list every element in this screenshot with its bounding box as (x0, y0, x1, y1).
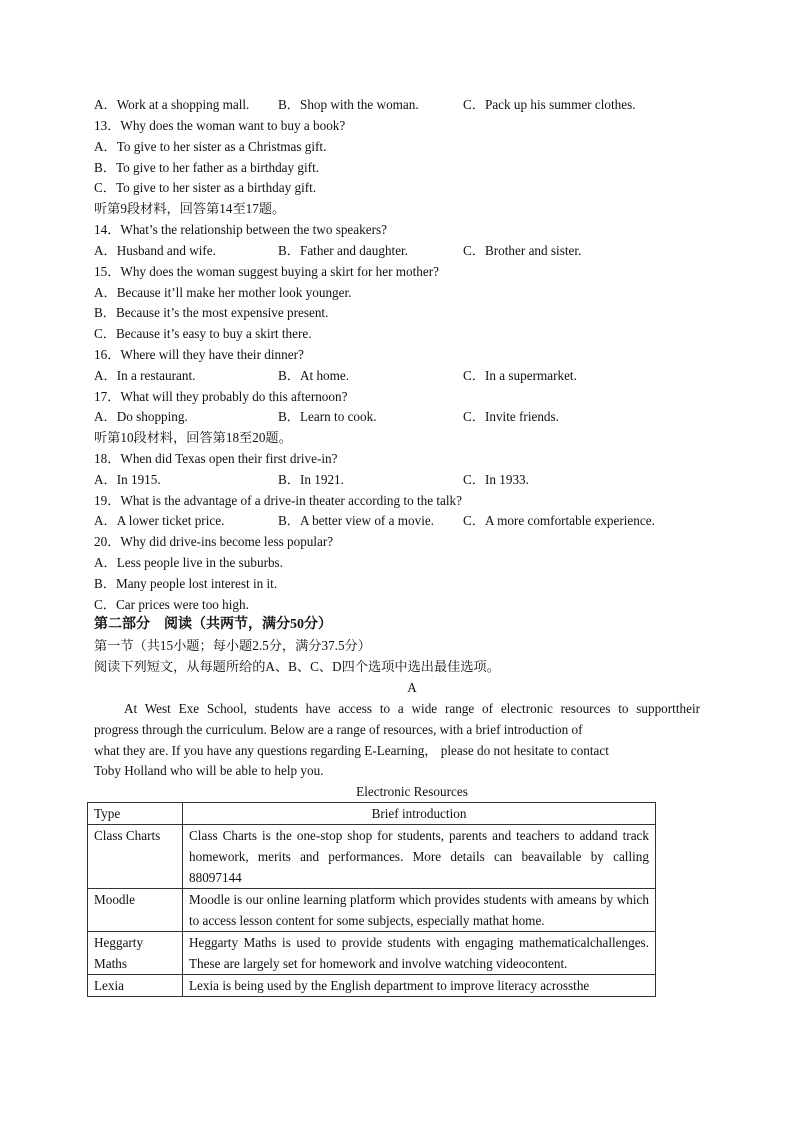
row-type: Class Charts (88, 825, 183, 889)
table-row (88, 932, 656, 975)
table-row (88, 825, 656, 889)
q20-option-a: A．Less people live in the suburbs. (94, 555, 283, 570)
q14-option-c: C．Brother and sister. (463, 243, 582, 258)
q18-option-b: B．In 1921. (278, 472, 344, 487)
q16-option-c: C．In a supermarket. (463, 368, 577, 383)
passage-line-4: Toby Holland who will be able to help you. (94, 763, 324, 778)
q18-option-c: C．In 1933. (463, 472, 529, 487)
q18-stem: 18．When did Texas open their first drive-in? (94, 451, 338, 466)
row-description: Lexia is being used by the English department to improve literacy acrossthe (183, 975, 656, 997)
table-row (88, 889, 656, 932)
section-1-heading: 第一节（共15小题；每小题2.5分，满分37.5分） (94, 638, 371, 653)
q12-option-b: B．Shop with the woman. (278, 97, 419, 112)
table-header-row (88, 803, 656, 825)
q16-stem: 16．Where will they have their dinner? (94, 347, 304, 362)
row-description: Heggarty Maths is used to provide students with engaging mathematicalchallenges. These are largely set for homework and involve watching videocontent. (183, 932, 656, 975)
q20-option-b: B．Many people lost interest in it. (94, 576, 278, 591)
header-introduction: Brief introduction (183, 803, 656, 825)
q14-option-b: B．Father and daughter. (278, 243, 409, 258)
q15-option-a: A．Because it’ll make her mother look younger. (94, 285, 352, 300)
q12-option-a: A．Work at a shopping mall. (94, 97, 250, 112)
electronic-resources-table (87, 802, 656, 997)
q17-option-a: A．Do shopping. (94, 409, 188, 424)
row-type: Moodle (88, 889, 183, 932)
section-9-instruction: 听第9段材料，回答第14至17题。 (94, 201, 286, 216)
q13-option-c: C．To give to her sister as a birthday gift. (94, 180, 317, 195)
q14-option-a: A．Husband and wife. (94, 243, 216, 258)
q20-option-c: C．Car prices were too high. (94, 597, 249, 612)
table-caption: Electronic Resources (356, 784, 468, 799)
passage-line-3: what they are. If you have any questions regarding E-Learning， please do not hesitate to contact (94, 743, 609, 758)
passage-line-1: At West Exe School, students have access to a wide range of electronic resources to supporttheir (124, 701, 700, 716)
q12-option-c: C．Pack up his summer clothes. (463, 97, 636, 112)
q19-option-a: A．A lower ticket price. (94, 513, 225, 528)
row-description: Class Charts is the one-stop shop for students, parents and teachers to addand track homework, merits and performances. More details can beavailable by calling 88097144 (183, 825, 656, 889)
q13-option-a: A．To give to her sister as a Christmas gift. (94, 139, 327, 154)
header-type: Type (88, 803, 183, 825)
q16-option-b: B．At home. (278, 368, 350, 383)
q17-option-c: C．Invite friends. (463, 409, 559, 424)
q13-option-b: B．To give to her father as a birthday gift. (94, 160, 320, 175)
reading-instruction: 阅读下列短文，从每题所给的A、B、C、D四个选项中选出最佳选项。 (94, 659, 500, 674)
q14-stem: 14．What’s the relationship between the two speakers? (94, 222, 387, 237)
section-10-instruction: 听第10段材料，回答第18至20题。 (94, 430, 292, 445)
q15-option-c: C．Because it’s easy to buy a skirt there. (94, 326, 312, 341)
q19-stem: 19．What is the advantage of a drive-in theater according to the talk? (94, 493, 463, 508)
row-description: Moodle is our online learning platform which provides students with ameans by which to access lesson content for some subjects, especially mathat home. (183, 889, 656, 932)
table-row (88, 975, 656, 997)
row-type: Lexia (88, 975, 183, 997)
q20-stem: 20．Why did drive-ins become less popular? (94, 534, 334, 549)
q15-stem: 15．Why does the woman suggest buying a skirt for her mother? (94, 264, 439, 279)
q17-stem: 17．What will they probably do this afternoon? (94, 389, 348, 404)
passage-label: A (407, 680, 417, 695)
q19-option-c: C．A more comfortable experience. (463, 513, 655, 528)
part-2-heading: 第二部分 阅读（共两节，满分50分） (94, 617, 332, 632)
q16-option-a: A．In a restaurant. (94, 368, 196, 383)
q18-option-a: A．In 1915. (94, 472, 161, 487)
q15-option-b: B．Because it’s the most expensive present. (94, 305, 329, 320)
q17-option-b: B．Learn to cook. (278, 409, 377, 424)
q19-option-b: B．A better view of a movie. (278, 513, 435, 528)
q13-stem: 13．Why does the woman want to buy a book? (94, 118, 346, 133)
passage-line-2: progress through the curriculum. Below are a range of resources, with a brief introduction of (94, 722, 583, 737)
row-type: Heggarty Maths (88, 932, 183, 975)
